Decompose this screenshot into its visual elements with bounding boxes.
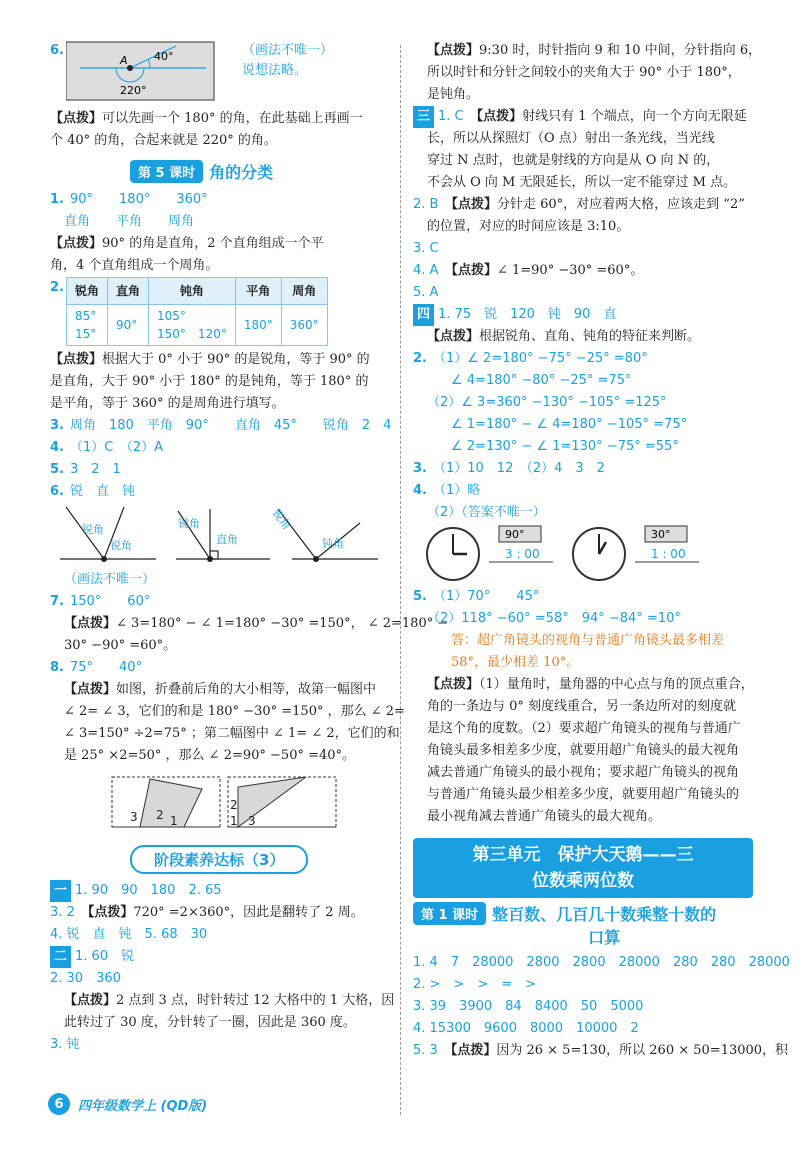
q6: 6. 锐 直 钝 — [50, 484, 135, 499]
footer — [48, 1093, 207, 1115]
clock-icon — [573, 528, 625, 580]
angle-classification-figures — [60, 503, 380, 569]
section-one: 一 1. 90 90 180 2. 65 — [50, 880, 385, 902]
svg-text:锐角: 锐角 — [110, 539, 132, 552]
angle-220-label: 220° — [120, 84, 147, 97]
svg-text:3: 3 — [130, 810, 138, 824]
q1-tip: 【点拨】90° 的角是直角，2 个直角组成一个平 — [50, 236, 324, 251]
q7: 7. 150° 60° — [50, 594, 151, 609]
svg-text:锐角: 锐角 — [82, 523, 104, 536]
q2: 2. 锐角 直角 钝角 平角 周角 85° 15° 90° 105° 150° 120° 180° 360° — [50, 277, 385, 349]
lesson1-heading: 第 1 课时 整百数、几百几十数乘整十数的 口算 — [413, 902, 753, 948]
draw-note: （画法不唯一） — [242, 43, 334, 58]
svg-text:1 : 00: 1 : 00 — [651, 547, 686, 561]
folding-figures — [110, 773, 410, 837]
book-title: 四年级数学上 (QD版) — [78, 1098, 208, 1114]
clock-figures — [423, 524, 753, 586]
svg-text:2: 2 — [156, 808, 164, 822]
page-number: 6 — [48, 1093, 70, 1115]
lesson-tag: 第 5 课时 — [130, 160, 203, 183]
svg-text:3 : 00: 3 : 00 — [505, 547, 540, 561]
q8: 8. 75° 40° — [50, 660, 143, 675]
clock-icon — [427, 528, 479, 580]
q6-top: 6. A 40° 220° （画法不唯一） 说想法略。 — [50, 40, 385, 108]
unit-banner: 第三单元 保护大天鹅——三 位数乘两位数 — [413, 838, 753, 898]
left-column: 6. A 40° 220° （画法不唯一） 说想法略。 【点拨】可以先画一个 180° 的角，在此基础上再画一 个 40° 的角，合起来就是 220° 的角。 第 5 课时 角的分类 1. 90° 180° 360° 直角 平角 周角 【点拨】90° 的角是直角，2 个直角组成一个平 角，4 个直角组成一个周角。 2. 锐角 直角 钝角 平角 周角 85° 15° 90° 105° 150° 120° 180° 360° 【点拨】根据大于 0° 小于 90° 的是锐角，等于 90° 的 是直角，大于 90° 小于 180° 的是钝角，等于 180° 的 是平角，等于 360° 的是周角进行填写。 3. 周角 180 平角 90° 直角 45° 锐角 2 4 4. （1）C （2）A 5. 3 2 1 6. 锐 直 钝 锐角 锐角 锐角 直角 锐角 钝角 （画法不唯一） 7. 150° 60° 【点拨】∠ 3=180° − ∠ 1=180° −30° =150°， ∠ 2=180° − 30° −90° =60°。 8. 75° 40° 【点拨】如图，折叠前后角的大小相等，故第一幅图中 ∠ 2= ∠ 3，它们的和是 180° −30° =150° ，那么 ∠ 2= ∠ 3=150° ÷2=75° ；第二幅图中 ∠ 1= ∠ 2，它们的和 是 25° ×2=50° ，那么 ∠ 2=90° −50° =40°。 3 2 1 2 1 3 阶段素养达标（3） 一 1. 90 90 180 2. 65 3. 2 【点拨】720° =2×360°，因此是翻转了 2 周。 4. 锐 直 钝 5. 68 30 二 1. 60 锐 2. 30 360 【点拨】2 点到 3 点，时针转过 12 大格中的 1 大格，因 此转过了 30 度，分针转了一圈，因此是 360 度。 3. 钝 — [50, 40, 385, 1056]
svg-text:3: 3 — [248, 814, 256, 828]
q2-tip: 【点拨】根据大于 0° 小于 90° 的是锐角，等于 90° 的 — [50, 352, 370, 367]
draw-note: （画法不唯一） — [64, 572, 156, 587]
lesson-title: 整百数、几百几十数乘整十数的 — [492, 905, 717, 924]
stage-title: 阶段素养达标（3） — [130, 845, 308, 874]
q3: 3. 周角 180 平角 90° 直角 45° 锐角 2 4 — [50, 418, 392, 433]
lesson-tag: 第 1 课时 — [413, 902, 486, 925]
svg-text:1: 1 — [170, 814, 178, 828]
svg-text:钝角: 钝角 — [322, 537, 344, 550]
q1: 1. 90° 180° 360° — [50, 192, 208, 207]
point-a-label: A — [120, 54, 128, 67]
svg-text:锐角: 锐角 — [269, 506, 294, 533]
svg-text:30°: 30° — [651, 528, 671, 541]
svg-text:2: 2 — [230, 798, 238, 812]
svg-text:直角: 直角 — [216, 533, 238, 546]
svg-text:90°: 90° — [505, 528, 525, 541]
column-divider — [400, 45, 401, 1115]
idea-note: 说想法略。 — [242, 63, 308, 78]
section-three: 三 1. C 【点拨】射线只有 1 个端点，向一个方向无限延 — [413, 106, 753, 128]
svg-text:锐角: 锐角 — [178, 517, 200, 530]
section-four: 四 1. 75 锐 120 钝 90 直 — [413, 304, 753, 326]
q8-tip: 【点拨】如图，折叠前后角的大小相等，故第一幅图中 — [64, 682, 377, 697]
lesson-title: 角的分类 — [209, 163, 274, 182]
lesson5-heading — [130, 160, 385, 183]
q5: 5. 3 2 1 — [50, 462, 121, 477]
angle-table: 锐角 直角 钝角 平角 周角 85° 15° 90° 105° 150° 120° 180° 360° — [66, 277, 328, 346]
q7-tip: 【点拨】∠ 3=180° − ∠ 1=180° −30° =150°， ∠ 2=180° − — [64, 616, 449, 631]
tip0: 【点拨】9:30 时，时针指向 9 和 10 中间，分针指向 6， — [427, 43, 762, 58]
angle-40-label: 40° — [154, 50, 174, 63]
section-two: 二 1. 60 锐 — [50, 946, 385, 968]
right-column: 【点拨】9:30 时，时针指向 9 和 10 中间，分针指向 6， 所以时针和分针之间较小的夹角大于 90° 小于 180°， 是钝角。 三 1. C 【点拨】射线只有 1 个端点，向一个方向无限延 长，所以从探照灯（O 点）射出一条光线，当光线 穿过 N 点时，也就是射线的方向是从 O 向 N 的， 不会从 O 向 M 无限延长，所以一定不能穿过 M 点。 2. B 【点拨】分针走 60°，对应着两大格，应该走到 “2” 的位置，对应的时间应该是 3:10。 3. C 4. A 【点拨】∠ 1=90° −30° =60°。 5. A 四 1. 75 锐 120 钝 90 直 【点拨】根据锐角、直角、钝角的特征来判断。 2. （1）∠ 2=180° −75° −25° =80° ∠ 4=180° −80° −25° =75° （2）∠ 3=360° −130° −105° =125° ∠ 1=180° − ∠ 4=180° −105° =75° ∠ 2=130° − ∠ 1=130° −75° =55° 3. （1）10 12 （2）4 3 2 4. （1）略 （2）（答案不唯一） 90° 3 : 00 30° 1 : 00 5. （1）70° 45° （2）118° −60° =58° 94° −84° =10° 答：超广角镜头的视角与普通广角镜头最多相差 58°，最少相差 10°。 【点拨】（1）量角时，量角器的中心点与角的顶点重合， 角的一条边与 0° 刻度线重合，另一条边所对的刻度就 是这个角的度数。（2）要求超广角镜头的视角与普通广 角镜头最多相差多少度，就要用超广角镜头的最大视角 减去普通广角镜头的最小视角；要求超广角镜头的视角 与普通广角镜头最少相差多少度，就要用超广角镜头的 最小视角减去普通广角镜头的最大视角。 第三单元 保护大天鹅——三 位数乘两位数 第 1 课时 整百数、几百几十数乘整十数的 口算 1. 4 7 28000 2800 2800 28000 280 280 28000 2. > > > = > 3. 39 3900 84 8400 50 5000 4. 15300 9600 8000 10000 2 5. 3 【点拨】因为 26 × 5=130，所以 260 × 50=13000，积 — [413, 40, 753, 1062]
angle-220-figure — [66, 40, 216, 104]
svg-text:1: 1 — [230, 814, 238, 828]
q6-tip: 【点拨】可以先画一个 180° 的角，在此基础上再画一 — [50, 111, 363, 126]
q4: 4. （1）C （2）A — [50, 440, 163, 455]
